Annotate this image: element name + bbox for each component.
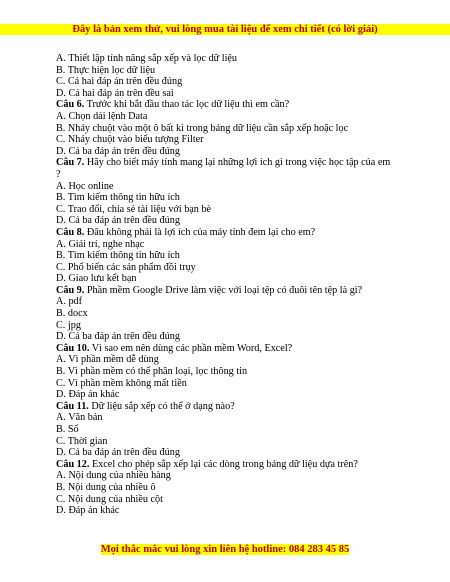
answer-option: D. Cả ba đáp án trên đều đúng	[56, 331, 180, 343]
answer-option: C. Nháy chuột vào biểu tượng Filter	[56, 134, 204, 146]
answer-option: C. jpg	[56, 319, 81, 331]
answer-option: C. Cả hai đáp án trên đều đúng	[56, 76, 183, 88]
question-line	[56, 157, 396, 180]
answer-option: A. Chọn dải lệnh Data	[56, 110, 148, 122]
answer-option: C. Phổ biến các sản phẩm đồi trụy	[56, 261, 196, 273]
answer-option: B. Nội dung của nhiều ô	[56, 481, 156, 493]
question-line	[56, 401, 396, 413]
answer-option: B. Nháy chuột vào một ô bất kì trong bảng dữ liệu cần sắp xếp hoặc lọc	[56, 122, 349, 134]
answer-option: D. Giao lưu kết bạn	[56, 273, 137, 285]
question-number: Câu 6.	[56, 99, 85, 111]
answer-option: D. Đáp án khác	[56, 505, 120, 517]
question-line	[56, 459, 396, 471]
answer-option: B. Tìm kiếm thông tin hữu ích	[56, 250, 180, 262]
question-text: Vì sao em nên dùng các phần mềm Word, Excel?	[89, 342, 293, 354]
question-number: Câu 7.	[56, 157, 85, 169]
answer-option: B. docx	[56, 308, 88, 320]
question-number: Câu 9.	[56, 284, 85, 296]
answer-option: C. Vì phần mềm không mất tiền	[56, 377, 187, 389]
question-text: Phần mềm Google Drive làm việc với loại tệp có đuôi tên tệp là gì?	[84, 284, 363, 296]
question-number: Câu 11.	[56, 400, 89, 412]
question-text: Đâu không phải là lợi ích của máy tính đem lại cho em?	[84, 226, 316, 238]
answer-option: A. Vì phần mềm dễ dùng	[56, 354, 159, 366]
answer-option: D. Cả ba đáp án trên đều đúng	[56, 215, 180, 227]
question-line	[56, 227, 396, 239]
answer-option: A. Nội dung của nhiều hàng	[56, 470, 171, 482]
answer-option: A. Thiết lập tính năng sắp xếp và lọc dữ liệu	[56, 53, 238, 64]
question-text: Dữ liệu sắp xếp có thể ở dạng nào?	[88, 400, 235, 412]
question-line	[56, 99, 396, 111]
footer-hotline	[0, 544, 450, 555]
answer-option: C. Nội dung của nhiều cột	[56, 493, 163, 505]
answer-option: D. Cả ba đáp án trên đều đúng	[56, 447, 180, 459]
answer-option: D. Cả hai đáp án trên đều sai	[56, 87, 174, 99]
question-text: Excel cho phép sắp xếp lại các dòng trong bảng dữ liệu dựa trên?	[89, 458, 358, 470]
footer-hotline-text: Mọi thắc mắc vui lòng xin liên hệ hotline: 084 283 45 85	[100, 544, 350, 555]
answer-option: A. pdf	[56, 296, 83, 308]
question-number: Câu 10.	[56, 342, 90, 354]
answer-option: A. Văn bản	[56, 412, 103, 424]
answer-option: B. Thực hiện lọc dữ liệu	[56, 64, 156, 76]
answer-option: A. Học online	[56, 180, 114, 192]
answer-option: A. Giải trí, nghe nhạc	[56, 238, 145, 250]
question-text: Hãy cho biết máy tính mang lại những lợi ích gì trong việc học tập của em ?	[56, 157, 391, 180]
document-body	[56, 53, 396, 517]
answer-option: D. Đáp án khác	[56, 389, 120, 401]
answer-option: B. Số	[56, 424, 79, 435]
answer-option: D. Cả ba đáp án trên đều đúng	[56, 145, 180, 157]
answer-option: B. Tìm kiếm thông tin hữu ích	[56, 192, 180, 204]
question-number: Câu 8.	[56, 226, 85, 238]
question-text: Trước khi bắt đầu thao tác lọc dữ liệu thì em cần?	[84, 99, 290, 111]
question-line	[56, 343, 396, 355]
preview-banner	[0, 24, 450, 35]
answer-option: C. Trao đổi, chia sẻ tài liệu với bạn bè	[56, 203, 212, 215]
answer-option: B. Vì phần mềm có thể phân loại, lọc thông tin	[56, 366, 248, 378]
answer-option: C. Thời gian	[56, 435, 108, 447]
question-line	[56, 285, 396, 297]
question-number: Câu 12.	[56, 458, 90, 470]
preview-banner-text: Đây là bản xem thử, vui lòng mua tài liệu để xem chi tiết (có lời giải)	[72, 24, 378, 35]
